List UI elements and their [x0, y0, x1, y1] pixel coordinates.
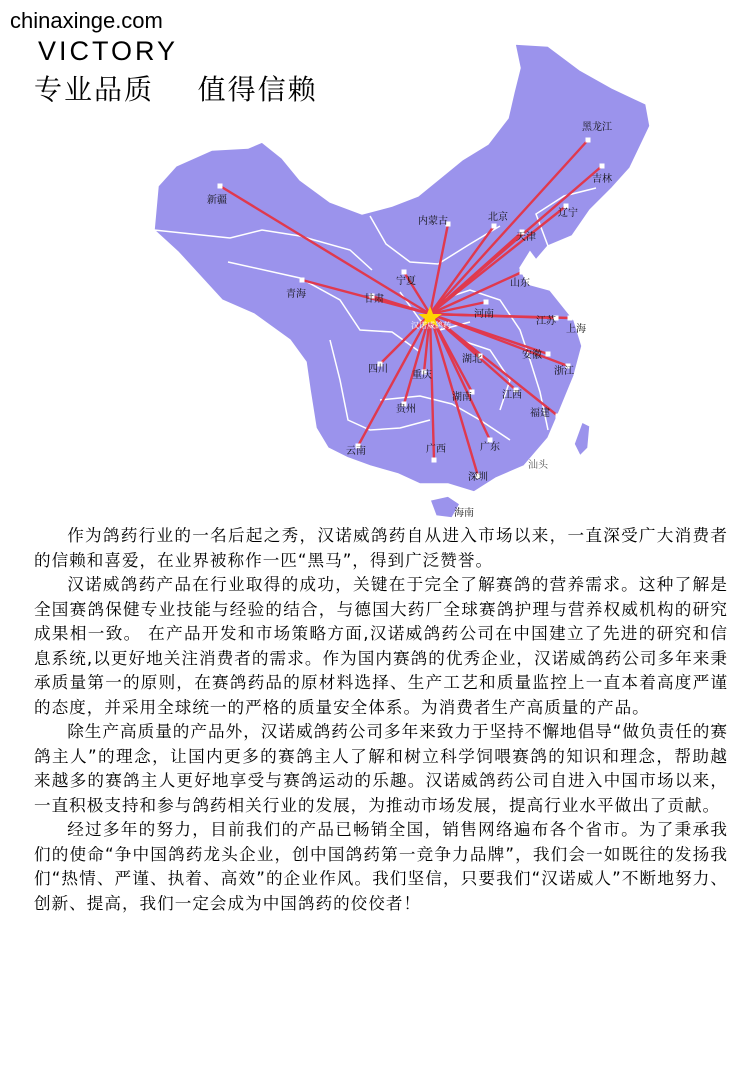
province-label: 江西 [502, 390, 522, 401]
city-dot [600, 164, 605, 169]
site-watermark: chinaxinge.com [10, 8, 163, 33]
province-label: 新疆 [207, 195, 227, 206]
province-label: 湖北 [462, 354, 482, 365]
province-label: 广西 [426, 444, 446, 455]
province-label: 浙江 [554, 366, 574, 377]
province-label: 辽宁 [558, 208, 578, 219]
province-label: 内蒙古 [418, 216, 448, 227]
province-label: 安徽 [522, 350, 542, 361]
province-label: 深圳 [468, 472, 488, 483]
province-label: 宁夏 [396, 276, 416, 287]
province-label: 四川 [368, 364, 388, 375]
city-dot [432, 458, 437, 463]
province-label: 福建 [530, 408, 550, 419]
province-label: 广东 [480, 442, 500, 453]
paragraph-2: 汉诺威鸽药产品在行业取得的成功，关键在于完全了解赛鸽的营养需求。这种了解是全国赛鸽保健专业技能与经验的结合，与德国大药厂全球赛鸽护理与营养权威机构的研究成果相一致。 在产品开发和市场策略方面,汉诺威鸽药公司在中国建立了先进的研究和信息系统,以更好地关注消费者的需求。作为国内赛鸽的优秀企业，汉诺威鸽药公司多年来秉承质量第一的原则，在赛鸽药品的原材料选择、生产工艺和质量监控上一直本着高度严谨的态度，并采用全球统一的严格的质量安全体系。为消费者生产高质量的产品。 [34, 575, 728, 717]
province-label: 北京 [488, 212, 508, 223]
province-label: 汕头 [528, 460, 548, 471]
province-label: 黑龙江 [582, 122, 612, 133]
taiwan-landmass [574, 422, 590, 456]
paragraph-3: 除生产高质量的产品外，汉诺威鸽药公司多年来致力于坚持不懈地倡导“做负责任的赛鸽主人”的理念，让国内更多的赛鸽主人了解和树立科学饲喂赛鸽的知识和理念，帮助越来越多的赛鸽主人更好地享受与赛鸽运动的乐趣。汉诺威鸽药公司自进入中国市场以来，一直积极支持和参与鸽药相关行业的发展，为推动市场发展，提高行业水平做出了贡献。 [34, 722, 728, 815]
hub-label: 汉诺威鸽药 [411, 321, 451, 330]
china-distribution-map [0, 0, 756, 530]
city-dot [484, 300, 489, 305]
province-label: 重庆 [412, 370, 432, 381]
province-label: 吉林 [592, 174, 612, 185]
province-label: 上海 [566, 324, 586, 335]
china-landmass [154, 44, 650, 492]
province-label: 贵州 [396, 404, 416, 415]
city-dot [402, 270, 407, 275]
province-label: 天津 [516, 232, 536, 243]
city-dot [492, 224, 497, 229]
city-dot [556, 414, 561, 419]
province-label: 山东 [510, 278, 530, 289]
province-label: 河南 [474, 309, 494, 320]
city-dot [568, 316, 573, 321]
province-label: 海南 [454, 508, 474, 519]
city-dot [218, 184, 223, 189]
province-label: 青海 [286, 289, 306, 300]
province-label: 江苏 [536, 316, 556, 327]
brand-name: VICTORY [38, 36, 179, 66]
city-dot [546, 352, 551, 357]
company-article [34, 524, 728, 916]
paragraph-1: 作为鸽药行业的一名后起之秀，汉诺威鸽药自从进入市场以来，一直深受广大消费者的信赖和喜爱，在业界被称作一匹“黑马”，得到广泛赞誉。 [34, 526, 728, 570]
city-dot [300, 278, 305, 283]
province-label: 湖南 [452, 392, 472, 403]
province-label: 云南 [346, 446, 366, 457]
city-dot [586, 138, 591, 143]
province-label: 甘肃 [364, 294, 384, 305]
slogan: 专业品质 值得信赖 [34, 73, 318, 106]
city-dot [520, 270, 525, 275]
paragraph-4: 经过多年的努力，目前我们的产品已畅销全国，销售网络遍布各个省市。为了秉承我们的使命“争中国鸽药龙头企业，创中国鸽药第一竞争力品牌”，我们会一如既往的发扬我们“热情、严谨、执着、高效”的企业作风。我们坚信，只要我们“汉诺威人”不断地努力、创新、提高，我们一定会成为中国鸽药的佼佼者！ [34, 820, 728, 913]
